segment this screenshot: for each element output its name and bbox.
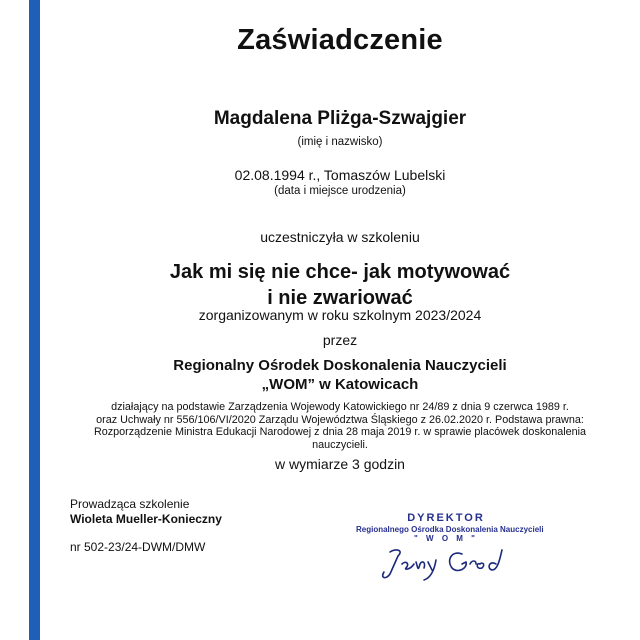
director-signature (376, 542, 516, 582)
legal-basis (65, 401, 615, 451)
director-stamp (356, 512, 544, 543)
person-name: Magdalena Pliżga-Szwajgier (213, 108, 467, 129)
name-caption: (imię i nazwisko) (297, 136, 383, 148)
stamp-short: " W O M " (414, 534, 478, 543)
legal-line-1: działający na podstawie Zarządzenia Wojewody Katowickiego nr 24/89 z dnia 9 czerwca 1989 r. (111, 401, 569, 413)
stamp-org: Regionalnego Ośrodka Doskonalenia Nauczycieli (356, 525, 544, 534)
course-title-line-2: i nie zwariować (267, 287, 413, 309)
birth-caption: (data i miejsce urodzenia) (274, 185, 406, 197)
birth-info: 02.08.1994 r., Tomaszów Lubelski (234, 167, 446, 183)
legal-line-3: Rozporządzenie Ministra Edukacji Narodowej z dnia 28 maja 2019 r. w sprawie placówek doskonalenia (93, 426, 587, 439)
institution-name (40, 356, 640, 394)
by-text: przez (322, 332, 358, 348)
certificate-number: nr 502-23/24-DWM/DMW (70, 540, 206, 554)
course-title-line-1: Jak mi się nie chce- jak motywować (169, 261, 511, 283)
institution-line-1: Regionalny Ośrodek Doskonalenia Nauczycieli (173, 357, 507, 374)
participation-text: uczestniczyła w szkoleniu (260, 229, 420, 245)
certificate-page (40, 0, 640, 640)
organized-text: zorganizowanym w roku szkolnym 2023/2024 (198, 307, 482, 323)
institution-line-2: „WOM” w Katowicach (261, 376, 419, 393)
stamp-title: DYREKTOR (407, 512, 485, 524)
leader-label: Prowadząca szkolenie (70, 497, 190, 511)
legal-line-4: nauczycieli. (312, 438, 368, 451)
legal-line-2: oraz Uchwały nr 556/106/VI/2020 Zarządu Województwa Śląskiego z 26.02.2020 r. Podstawa prawna: (96, 413, 584, 426)
course-title (40, 259, 640, 311)
left-blue-stripe (29, 0, 40, 640)
hours-text: w wymiarze 3 godzin (275, 456, 405, 472)
leader-name: Wioleta Mueller-Konieczny (70, 512, 222, 526)
certificate-title: Zaświadczenie (237, 24, 443, 56)
